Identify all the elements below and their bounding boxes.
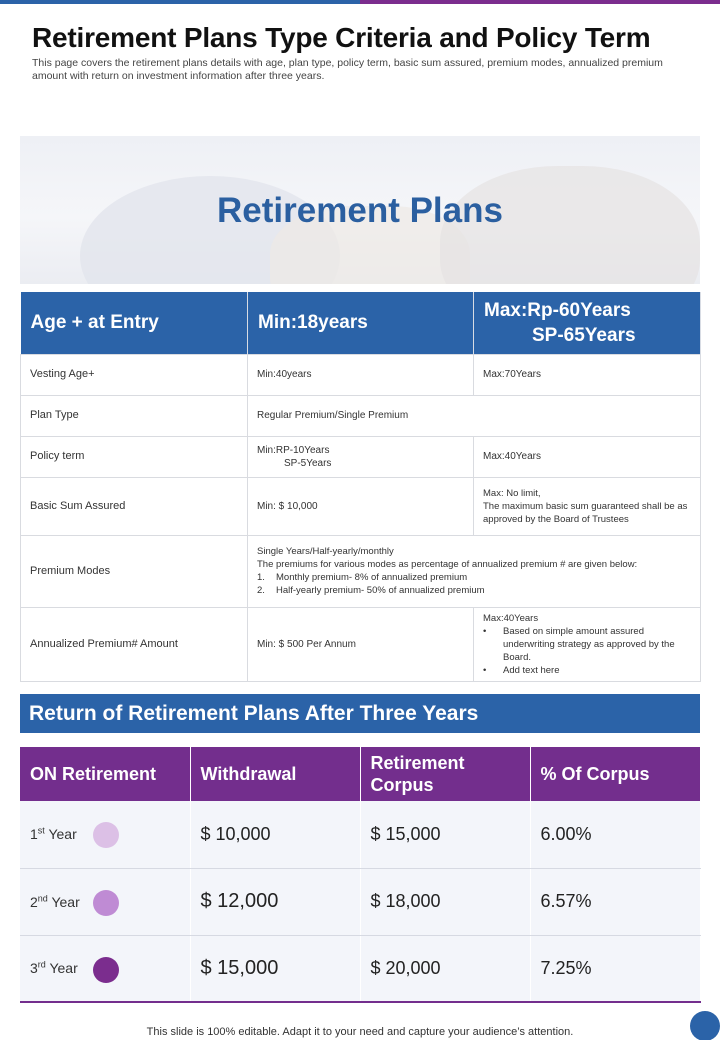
cell-max	[474, 607, 701, 681]
year-suffix: st	[37, 825, 45, 836]
cell-min: Min:40years	[248, 354, 474, 395]
cell-withdrawal: $ 10,000	[190, 801, 360, 868]
header-age-entry: Age + at Entry	[21, 292, 248, 354]
row-vesting-age	[21, 354, 701, 395]
list-item: • Add text here	[483, 664, 691, 677]
year-suffix: nd	[37, 892, 48, 903]
table-row	[20, 868, 700, 935]
header-min-age: Min:18years	[248, 292, 474, 354]
top-accent-blue	[0, 0, 360, 4]
cell-percent: 6.57%	[530, 868, 700, 935]
cell-line: Min:RP-10Years	[257, 444, 330, 456]
list-text: Half-yearly premium- 50% of annualized premium	[276, 585, 485, 596]
row-label: Annualized Premium# Amount	[21, 607, 248, 681]
row-sum-assured	[21, 477, 701, 535]
banner-image	[20, 136, 700, 284]
cell-max	[474, 477, 701, 535]
row-label: Vesting Age+	[21, 354, 248, 395]
row-label: Policy term	[21, 436, 248, 477]
year-number: 2	[30, 893, 38, 910]
cell-max: Max:70Years	[474, 354, 701, 395]
cell-plan-type: Regular Premium/Single Premium	[248, 395, 701, 436]
row-label: Premium Modes	[21, 535, 248, 607]
cell-year	[20, 935, 190, 1002]
year-number: 3	[30, 960, 38, 977]
header-on-retirement: ON Retirement	[20, 747, 190, 801]
header-percent-corpus: % Of Corpus	[530, 747, 700, 801]
returns-table	[20, 747, 701, 1003]
cell-line: The premiums for various modes as percentage of annualized premium # are given below:	[257, 559, 638, 570]
header-max-age	[474, 292, 701, 354]
cell-line: Max:40Years	[483, 612, 539, 624]
page-subtitle: This page covers the retirement plans details with age, plan type, policy term, basic sum assured, premium modes, annualized premium amount with return on investment information after three years.	[32, 57, 663, 82]
row-plan-type	[21, 395, 701, 436]
header-retirement-corpus: Retirement Corpus	[360, 747, 530, 801]
cell-line: SP-5Years	[284, 457, 332, 469]
cell-line: Max: No limit,	[483, 487, 541, 499]
returns-table-header	[20, 747, 700, 801]
header-max-line1: Max:Rp-60Years	[484, 299, 631, 321]
year-number: 1	[30, 826, 38, 843]
row-label: Plan Type	[21, 395, 248, 436]
table-row	[20, 801, 700, 868]
plans-table	[20, 292, 701, 682]
list-number: 2.	[257, 585, 265, 596]
cell-premium-modes	[248, 535, 701, 607]
year-word: Year	[45, 960, 78, 977]
year-dot	[93, 957, 119, 983]
banner-title: Retirement Plans	[217, 191, 503, 230]
cell-corpus: $ 15,000	[360, 801, 530, 868]
cell-min	[248, 436, 474, 477]
cell-withdrawal: $ 12,000	[190, 868, 360, 935]
cell-min: Min: $ 10,000	[248, 477, 474, 535]
cell-min: Min: $ 500 Per Annum	[248, 607, 474, 681]
cell-year	[20, 801, 190, 868]
footer-note: This slide is 100% editable. Adapt it to your need and capture your audience’s attention.	[146, 1026, 574, 1038]
year-word: Year	[44, 826, 77, 843]
cell-corpus: $ 18,000	[360, 868, 530, 935]
header-max-line2: SP-65Years	[532, 324, 636, 346]
cell-percent: 7.25%	[530, 935, 700, 1002]
cell-percent: 6.00%	[530, 801, 700, 868]
returns-section-title: Return of Retirement Plans After Three Years	[29, 702, 479, 725]
cell-withdrawal: $ 15,000	[190, 935, 360, 1002]
year-suffix: rd	[37, 959, 46, 970]
header-withdrawal: Withdrawal	[190, 747, 360, 801]
cell-line: The maximum basic sum guaranteed shall be as approved by the Board of Trustees	[483, 500, 688, 525]
page-title: Retirement Plans Type Criteria and Policy Term	[32, 22, 651, 53]
top-accent-purple	[360, 0, 720, 4]
row-premium-modes	[21, 535, 701, 607]
cell-line: Single Years/Half-yearly/monthly	[257, 546, 394, 557]
cell-max: Max:40Years	[474, 436, 701, 477]
row-annualized-premium	[21, 607, 701, 681]
list-item: • Based on simple amount assured underwriting strategy as approved by the Board.	[483, 625, 691, 664]
cell-year	[20, 868, 190, 935]
list-item	[257, 571, 691, 584]
plans-table-header	[21, 292, 701, 354]
list-number: 1.	[257, 572, 265, 583]
year-dot	[93, 822, 119, 848]
row-label: Basic Sum Assured	[21, 477, 248, 535]
year-word: Year	[47, 893, 80, 910]
corner-circle-decoration	[690, 1011, 720, 1040]
top-accent-bar	[0, 0, 720, 4]
year-dot	[93, 890, 119, 916]
list-item	[257, 584, 691, 597]
returns-section-header	[20, 694, 700, 733]
list-text: Monthly premium- 8% of annualized premium	[276, 572, 468, 583]
row-policy-term	[21, 436, 701, 477]
bullet-list	[483, 625, 691, 677]
cell-corpus: $ 20,000	[360, 935, 530, 1002]
table-row	[20, 935, 700, 1002]
